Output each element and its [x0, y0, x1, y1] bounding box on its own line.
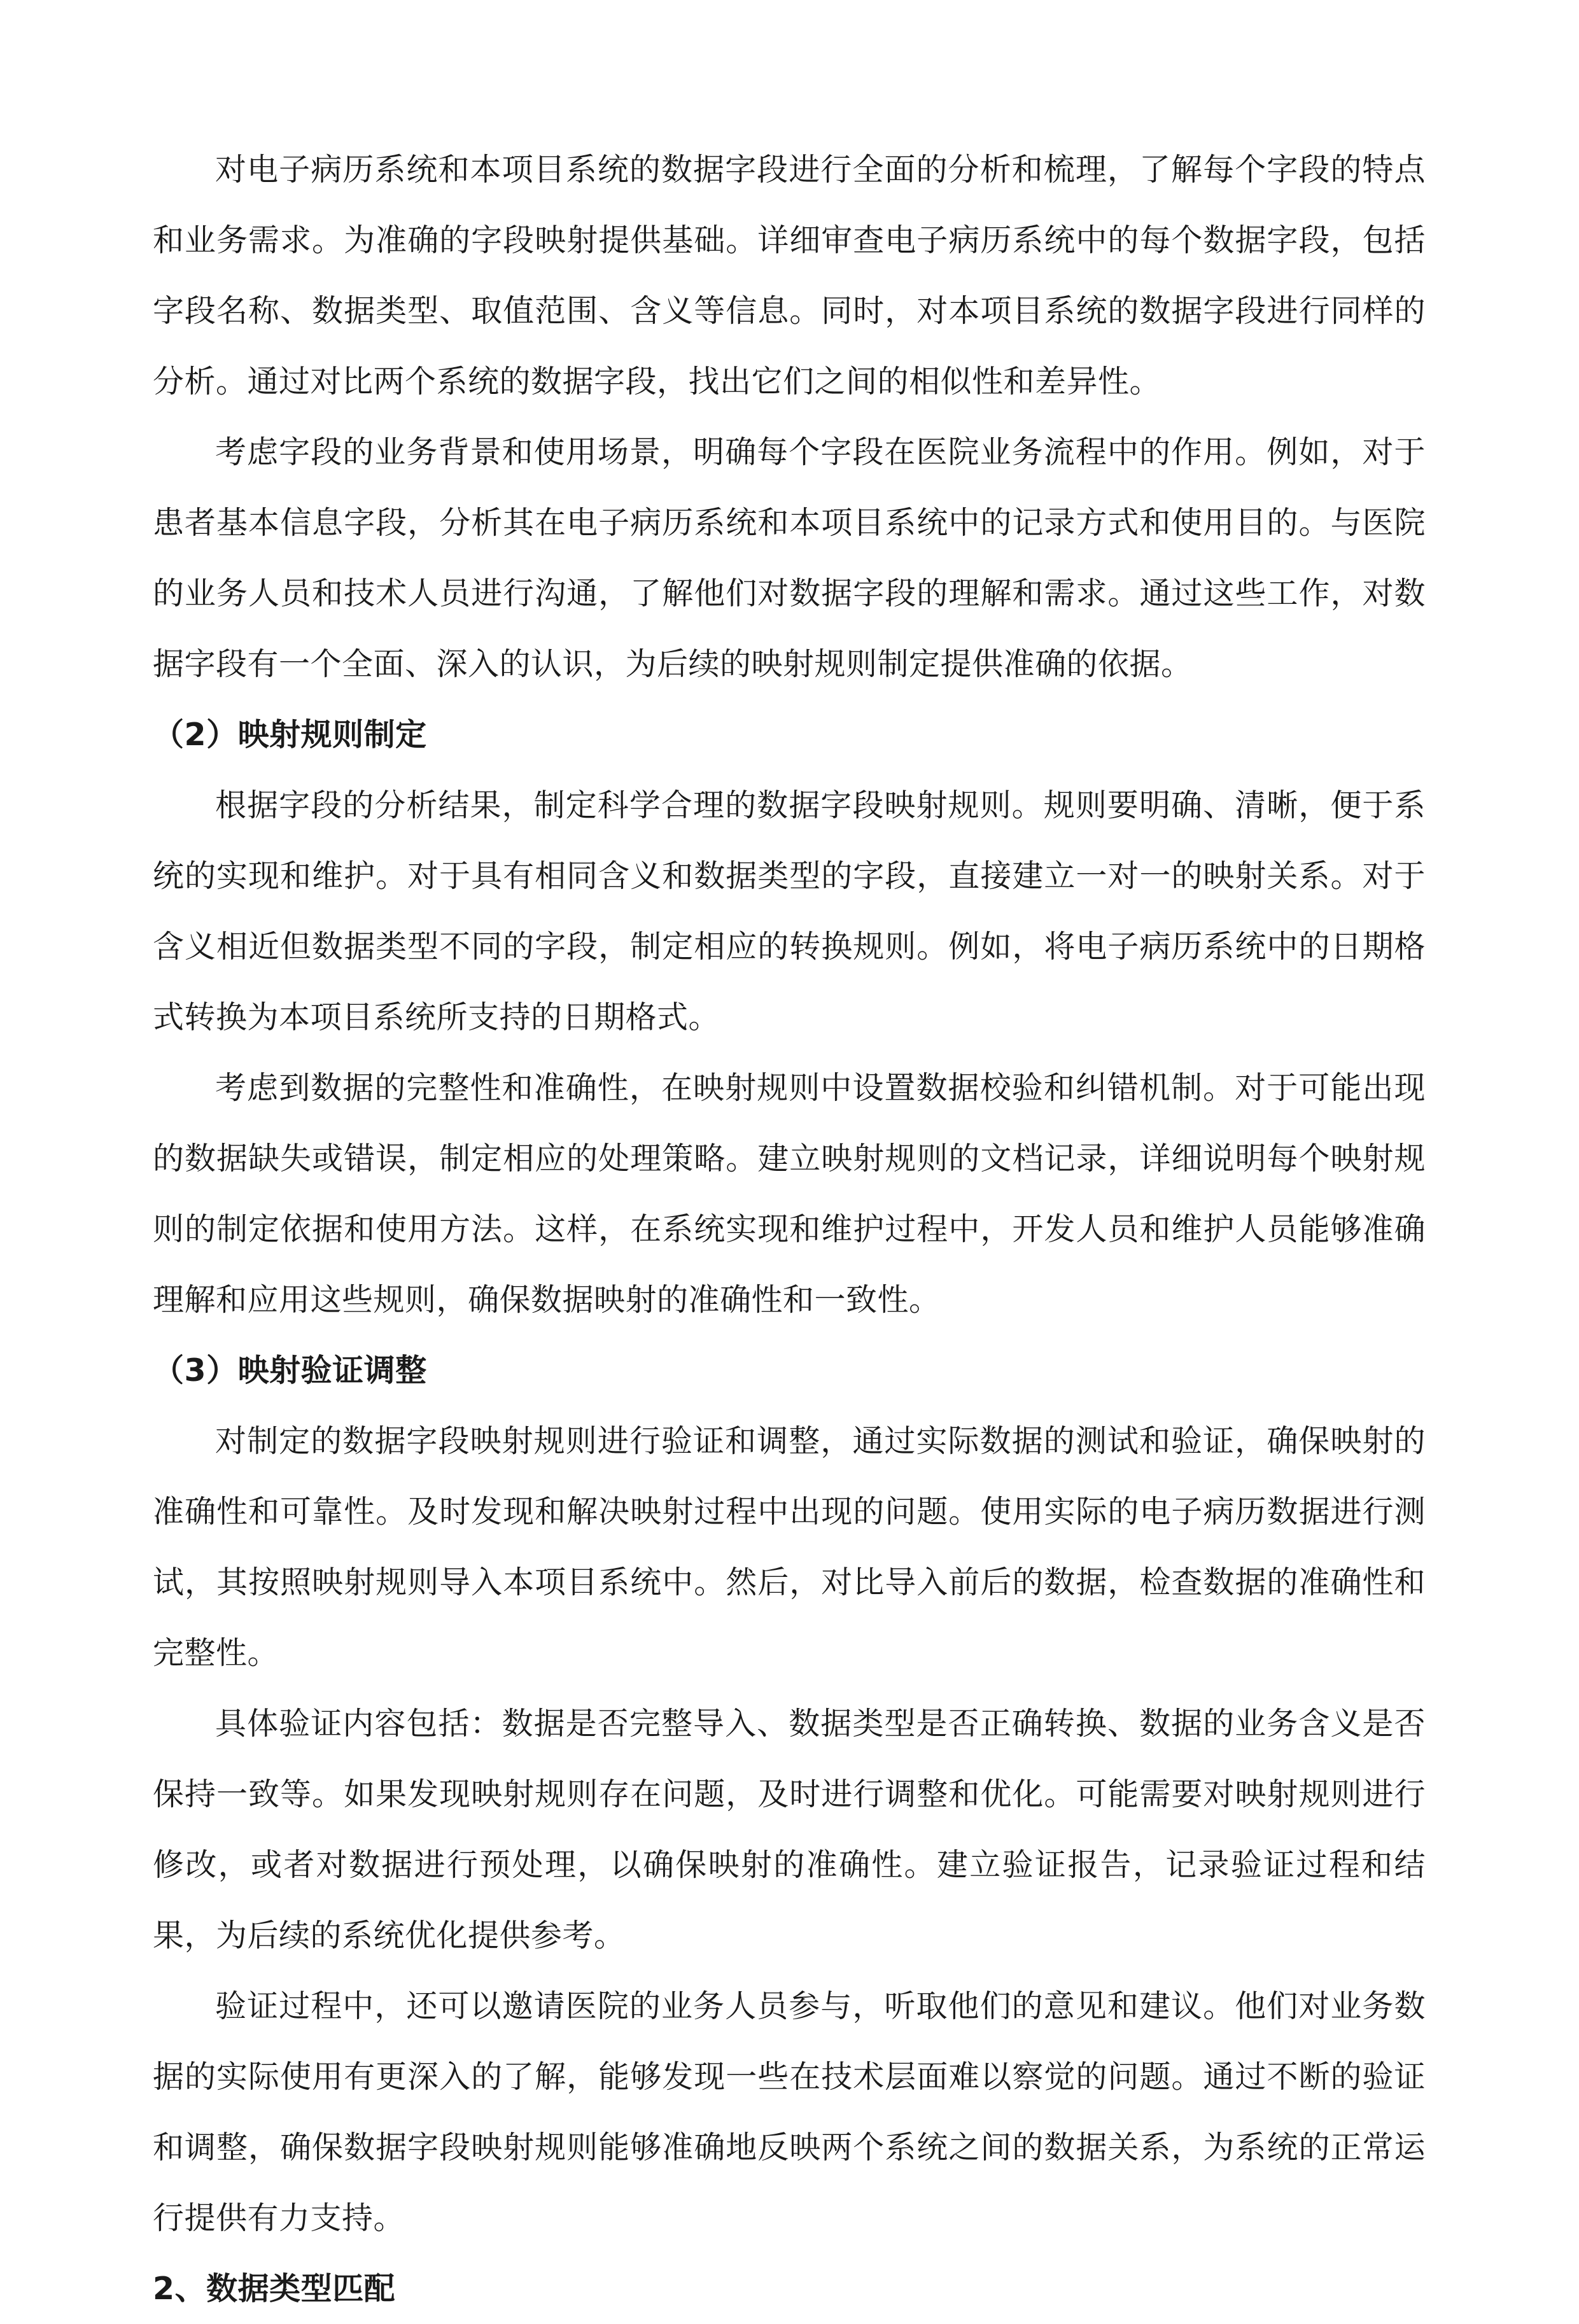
- heading-data-type-matching: 2、数据类型匹配: [153, 2271, 396, 2307]
- paragraph-data-validation: 考虑到数据的完整性和准确性，在映射规则中设置数据校验和纠错机制。对于可能出现的数据缺失或错误，制定相应的处理策略。建立映射规则的文档记录，详细说明每个映射规则的制定依据和使用方法。这样，在系统实现和维护过程中，开发人员和维护人员能够准确理解和应用这些规则，确保数据映射的准确性和一致性。: [153, 1070, 1426, 1318]
- paragraph-mapping-rules: 根据字段的分析结果，制定科学合理的数据字段映射规则。规则要明确、清晰，便于系统的实现和维护。对于具有相同含义和数据类型的字段，直接建立一对一的映射关系。对于含义相近但数据类型不同的字段，制定相应的转换规则。例如，将电子病历系统中的日期格式转换为本项目系统所支持的日期格式。: [153, 787, 1426, 1035]
- paragraph-stakeholder-review: 验证过程中，还可以邀请医院的业务人员参与，听取他们的意见和建议。他们对业务数据的实际使用有更深入的了解，能够发现一些在技术层面难以察觉的问题。通过不断的验证和调整，确保数据字段映射规则能够准确地反映两个系统之间的数据关系，为系统的正常运行提供有力支持。: [153, 1988, 1426, 2236]
- paragraph-verification-content: 具体验证内容包括：数据是否完整导入、数据类型是否正确转换、数据的业务含义是否保持一致等。如果发现映射规则存在问题，及时进行调整和优化。可能需要对映射规则进行修改，或者对数据进行预处理，以确保映射的准确性。建立验证报告，记录验证过程和结果，为后续的系统优化提供参考。: [153, 1705, 1426, 1954]
- paragraph-business-context: 考虑字段的业务背景和使用场景，明确每个字段在医院业务流程中的作用。例如，对于患者基本信息字段，分析其在电子病历系统和本项目系统中的记录方式和使用目的。与医院的业务人员和技术人员进行沟通，了解他们对数据字段的理解和需求。通过这些工作，对数据字段有一个全面、深入的认识，为后续的映射规则制定提供准确的依据。: [153, 434, 1426, 682]
- document-body: [153, 134, 1426, 2324]
- paragraph-verification: 对制定的数据字段映射规则进行验证和调整，通过实际数据的测试和验证，确保映射的准确性和可靠性。及时发现和解决映射过程中出现的问题。使用实际的电子病历数据进行测试，其按照映射规则导入本项目系统中。然后，对比导入前后的数据，检查数据的准确性和完整性。: [153, 1423, 1426, 1671]
- heading-mapping-verification: （3）映射验证调整: [153, 1352, 427, 1389]
- paragraph-field-analysis: 对电子病历系统和本项目系统的数据字段进行全面的分析和梳理，了解每个字段的特点和业务需求。为准确的字段映射提供基础。详细审查电子病历系统中的每个数据字段，包括字段名称、数据类型、取值范围、含义等信息。同时，对本项目系统的数据字段进行同样的分析。通过对比两个系统的数据字段，找出它们之间的相似性和差异性。: [153, 151, 1426, 400]
- heading-mapping-rules: （2）映射规则制定: [153, 717, 427, 753]
